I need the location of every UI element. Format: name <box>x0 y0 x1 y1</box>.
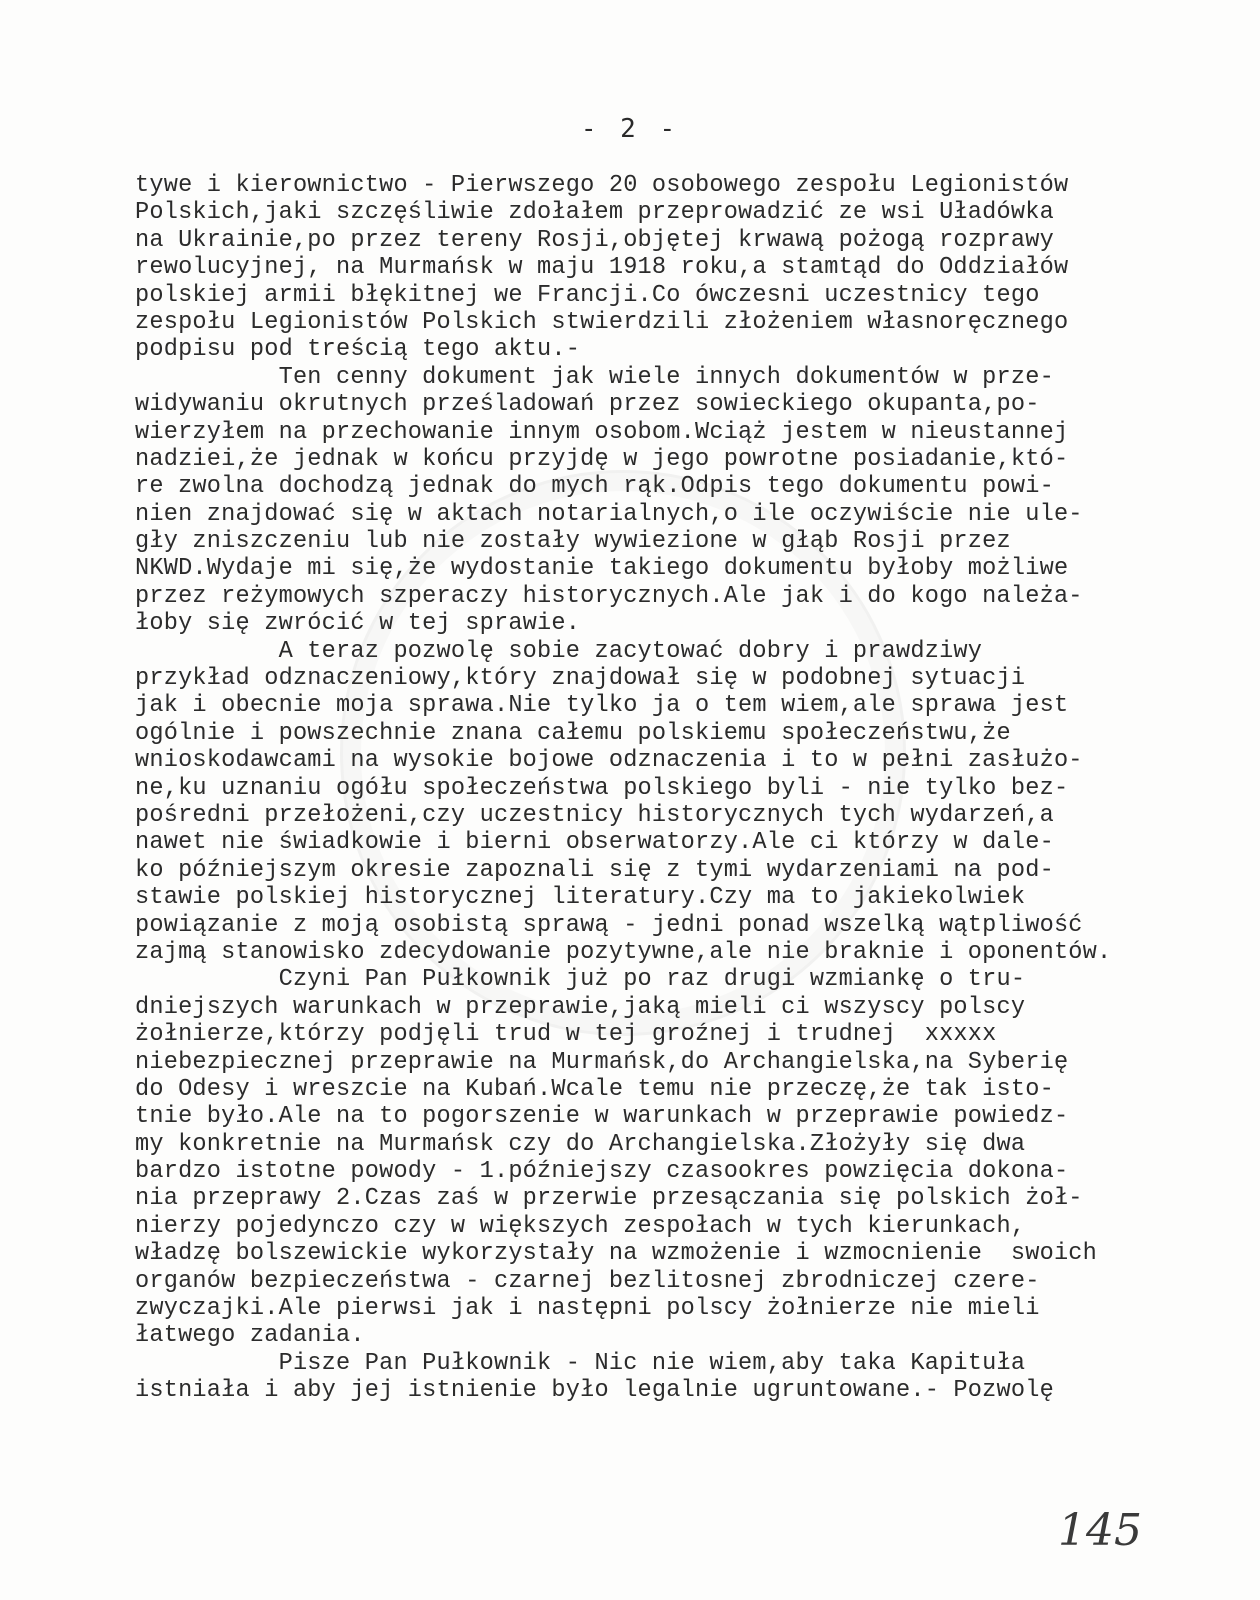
typed-line: władzę bolszewickie wykorzystały na wzmożenie i wzmocnienie swoich <box>135 1240 1098 1268</box>
page-number: - 2 - <box>580 114 680 144</box>
typed-line: tnie było.Ale na to pogorszenie w warunkach w przeprawie powiedz- <box>135 1103 1069 1131</box>
typed-line: NKWD.Wydaje mi się,że wydostanie takiego dokumentu byłoby możliwe <box>135 555 1069 583</box>
typed-line: bardzo istotne powody - 1.późniejszy czasookres powzięcia dokona- <box>135 1158 1069 1186</box>
typed-line: re zwolna dochodzą jednak do mych rąk.Odpis tego dokumentu powi- <box>135 473 1054 501</box>
typed-line: nien znajdować się w aktach notarialnych,o ile oczywiście nie ule- <box>135 500 1083 528</box>
typed-line: łoby się zwrócić w tej sprawie. <box>135 610 581 638</box>
typed-line: nia przeprawy 2.Czas zaś w przerwie przesączania się polskich żoł- <box>135 1185 1083 1213</box>
typed-line: jak i obecnie moja sprawa.Nie tylko ja o tem wiem,ale sprawa jest <box>135 692 1069 720</box>
typed-line: przez reżymowych szperaczy historycznych.Ale jak i do kogo należa- <box>135 582 1083 610</box>
typed-line: zwyczajki.Ale pierwsi jak i następni polscy żołnierze nie mieli <box>135 1295 1040 1323</box>
typed-line: ogólnie i powszechnie znana całemu polskiemu społeczeństwu,że <box>135 719 1011 747</box>
typed-line: zajmą stanowisko zdecydowanie pozytywne,ale nie braknie i oponentów. <box>135 938 1112 966</box>
handwritten-folio-number: 145 <box>1058 1505 1142 1556</box>
typed-line: stawie polskiej historycznej literatury.Czy ma to jakiekolwiek <box>135 884 1026 912</box>
typed-line: nadziei,że jednak w końcu przyjdę w jego powrotne posiadanie,któ- <box>135 445 1069 473</box>
typed-letter-body <box>135 172 1245 1405</box>
typed-line: niebezpiecznej przeprawie na Murmańsk,do Archangielska,na Syberię <box>135 1048 1069 1076</box>
typed-line: istniała i aby jej istnienie było legalnie ugruntowane.- Pozwolę <box>135 1377 1054 1405</box>
typed-line: na Ukrainie,po przez tereny Rosji,objętej krwawą pożogą rozprawy <box>135 226 1054 254</box>
typed-line: żołnierze,którzy podjęli trud w tej groźnej i trudnej xxxxx <box>135 1021 997 1049</box>
typed-line: rewolucyjnej, na Murmańsk w maju 1918 roku,a stamtąd do Oddziałów <box>135 254 1069 282</box>
typed-line: ko późniejszym okresie zapoznali się z tymi wydarzeniami na pod- <box>135 856 1054 884</box>
typed-line: pośredni przełożeni,czy uczestnicy historycznych tych wydarzeń,a <box>135 801 1054 829</box>
typed-line: do Odesy i wreszcie na Kubań.Wcale temu nie przeczę,że tak isto- <box>135 1075 1054 1103</box>
typed-line: powiązanie z moją osobistą sprawą - jedni ponad wszelką wątpliwość <box>135 911 1083 939</box>
typed-line: podpisu pod treścią tego aktu.- <box>135 336 581 364</box>
typed-line: Ten cenny dokument jak wiele innych dokumentów w prze- <box>135 363 1054 391</box>
typed-line: wnioskodawcami na wysokie bojowe odznaczenia i to w pełni zasłużo- <box>135 747 1083 775</box>
typed-line: dniejszych warunkach w przeprawie,jaką mieli ci wszyscy polscy <box>135 993 1026 1021</box>
typed-line: my konkretnie na Murmańsk czy do Archangielska.Złożyły się dwa <box>135 1130 1026 1158</box>
typed-line: wierzyłem na przechowanie innym osobom.Wciąż jestem w nieustannej <box>135 418 1069 446</box>
typed-line: tywe i kierownictwo - Pierwszego 20 osobowego zespołu Legionistów <box>135 172 1069 199</box>
typed-line: Polskich,jaki szczęśliwie zdołałem przeprowadzić ze wsi Uładówka <box>135 199 1054 227</box>
typed-line: przykład odznaczeniowy,który znajdował się w podobnej sytuacji <box>135 665 1026 693</box>
typed-line: widywaniu okrutnych prześladowań przez sowieckiego okupanta,po- <box>135 391 1040 419</box>
typed-line: polskiej armii błękitnej we Francji.Co ówczesni uczestnicy tego <box>135 281 1040 309</box>
typed-line: gły zniszczeniu lub nie zostały wywiezione w głąb Rosji przez <box>135 528 1011 556</box>
typed-line: ne,ku uznaniu ogółu społeczeństwa polskiego byli - nie tylko bez- <box>135 774 1069 802</box>
typed-line: Pisze Pan Pułkownik - Nic nie wiem,aby taka Kapituła <box>135 1349 1026 1377</box>
typed-line: nawet nie świadkowie i bierni obserwatorzy.Ale ci którzy w dale- <box>135 829 1054 857</box>
typed-line: łatwego zadania. <box>135 1322 365 1350</box>
typed-line: zespołu Legionistów Polskich stwierdzili złożeniem własnoręcznego <box>135 308 1069 336</box>
typed-line: organów bezpieczeństwa - czarnej bezlitosnej zbrodniczej czere- <box>135 1267 1040 1295</box>
typed-line: A teraz pozwolę sobie zacytować dobry i prawdziwy <box>135 637 983 665</box>
typed-line: Czyni Pan Pułkownik już po raz drugi wzmiankę o tru- <box>135 966 1026 994</box>
typed-line: nierzy pojedynczo czy w większych zespołach w tych kierunkach, <box>135 1212 1026 1240</box>
